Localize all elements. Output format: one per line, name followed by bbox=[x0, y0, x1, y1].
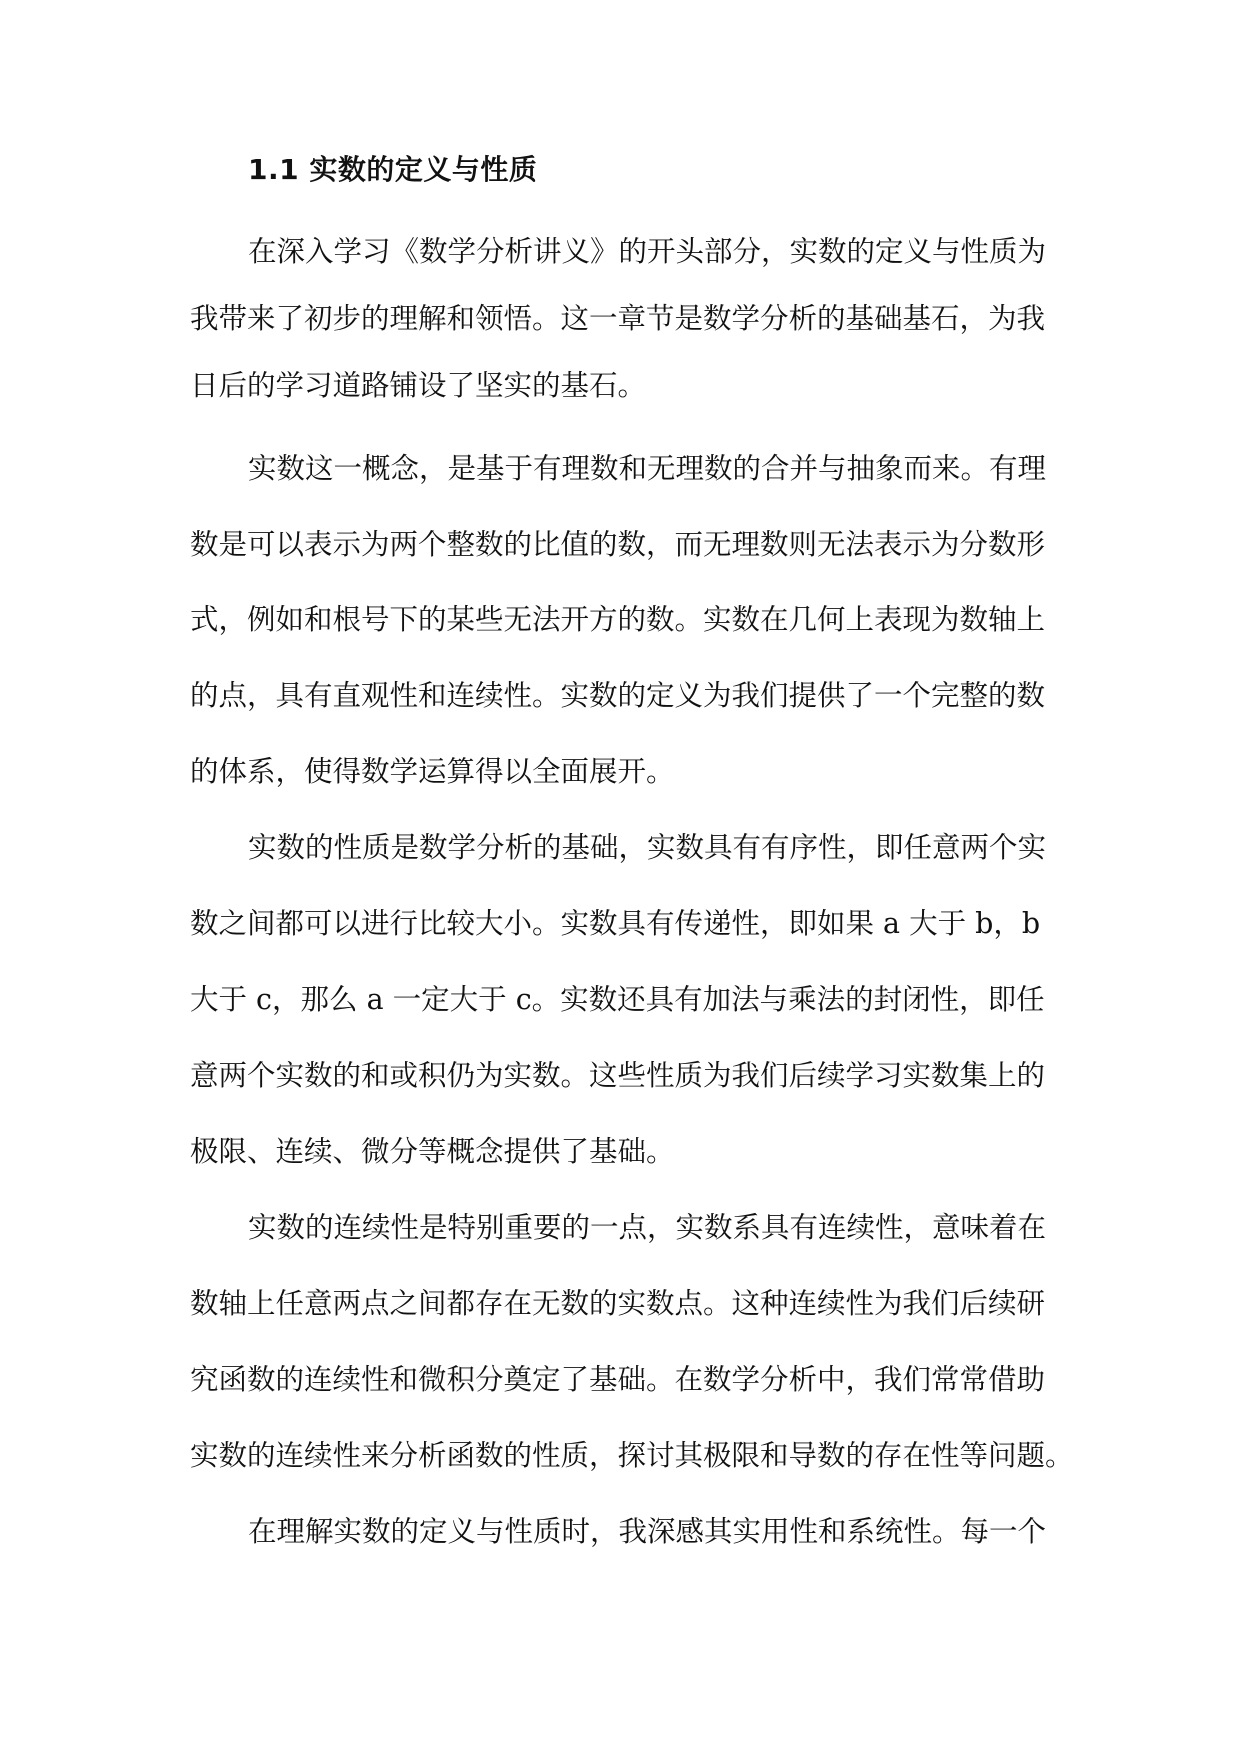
text-line: 数是可以表示为两个整数的比值的数，而无理数则无法表示为分数形 bbox=[190, 528, 1046, 561]
text-line: 究函数的连续性和微积分奠定了基础。在数学分析中，我们常常借助 bbox=[190, 1363, 1046, 1396]
text-line: 日后的学习道路铺设了坚实的基石。 bbox=[190, 369, 647, 402]
text-line: 实数的连续性来分析函数的性质，探讨其极限和导数的存在性等问题。 bbox=[190, 1439, 1074, 1472]
text-line: 我带来了初步的理解和领悟。这一章节是数学分析的基础基石，为我 bbox=[190, 302, 1046, 335]
text-line: 的体系，使得数学运算得以全面展开。 bbox=[190, 755, 675, 788]
text-line: 实数的性质是数学分析的基础，实数具有有序性，即任意两个实 bbox=[248, 831, 1047, 864]
section-heading: 1.1 实数的定义与性质 bbox=[248, 153, 538, 186]
text-line: 极限、连续、微分等概念提供了基础。 bbox=[190, 1135, 675, 1168]
text-line: 意两个实数的和或积仍为实数。这些性质为我们后续学习实数集上的 bbox=[190, 1059, 1046, 1092]
text-line: 数轴上任意两点之间都存在无数的实数点。这种连续性为我们后续研 bbox=[190, 1287, 1046, 1320]
text-line: 实数这一概念，是基于有理数和无理数的合并与抽象而来。有理 bbox=[248, 452, 1047, 485]
text-line: 式，例如和根号下的某些无法开方的数。实数在几何上表现为数轴上 bbox=[190, 603, 1046, 636]
text-line: 的点，具有直观性和连续性。实数的定义为我们提供了一个完整的数 bbox=[190, 679, 1046, 712]
text-line: 大于 c，那么 a 一定大于 c。实数还具有加法与乘法的封闭性，即任 bbox=[190, 983, 1045, 1016]
text-line: 在深入学习《数学分析讲义》的开头部分，实数的定义与性质为 bbox=[248, 235, 1047, 268]
text-line: 在理解实数的定义与性质时，我深感其实用性和系统性。每一个 bbox=[248, 1515, 1047, 1548]
text-line: 数之间都可以进行比较大小。实数具有传递性，即如果 a 大于 b，b bbox=[190, 907, 1041, 940]
text-line: 实数的连续性是特别重要的一点，实数系具有连续性，意味着在 bbox=[248, 1211, 1047, 1244]
